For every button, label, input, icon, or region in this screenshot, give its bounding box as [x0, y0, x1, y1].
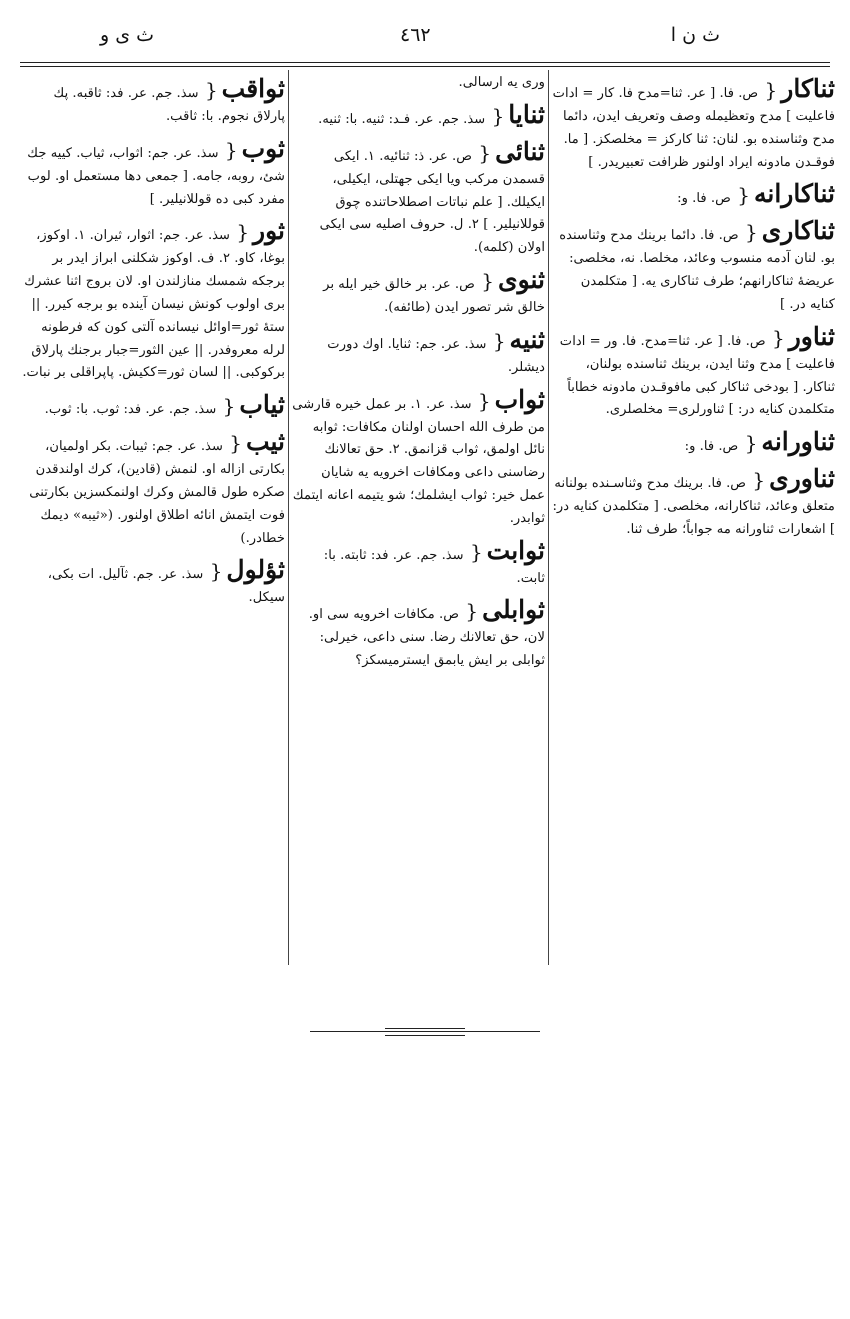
header-rule-top	[20, 62, 830, 63]
brace-mark: {	[744, 220, 758, 245]
entry-headword: ثناورى	[769, 464, 835, 494]
dictionary-entry	[22, 388, 285, 422]
entry-headword: ثنوى	[498, 264, 545, 294]
brace-mark: {	[465, 599, 479, 624]
entry-headword: ثناورانه	[761, 427, 835, 457]
dictionary-entry	[552, 320, 835, 422]
entry-definition: ص. فا. و:	[684, 439, 739, 455]
entry-headword: ثنائى	[495, 136, 545, 166]
entry-headword: ثور	[253, 216, 285, 246]
entry-headword: ثياب	[239, 390, 285, 420]
entry-definition: ص. مكافات اخرويه سى او. لان، حق تعالانك رضا. سنى داعى، خيرلى: ثوابلى بر ايش يابمق ايسترميسكز؟	[308, 607, 545, 669]
entry-definition: سذ. عر. ١. بر عمل خيره قارشى من طرف الله احسان اولنان مكافات: ثوابه نائل اولمق، ثواب قزانمق. ٢. حق تعالانك رضاسنى داعى ومكافات اخرويه يه شايان عمل خير: ثواب ايشلمك؛ شو يتيمه اعانه ايتمك ثوابدر.	[292, 396, 545, 526]
brace-mark: {	[481, 268, 494, 293]
header-rule-bottom	[20, 66, 830, 67]
entry-definition: سذ. عر. جم: ثنايا. اوك دورت ديشلر.	[327, 336, 545, 375]
entry-headword: ثواقب	[221, 74, 285, 103]
entry-definition: سذ. عر. جم: اثواب، ثياب. كييه جك شئ، روبه، جامه. [ جمعى دها مستعمل او. لوب مفرد كبى ده قوللانيلير. ]	[27, 145, 285, 207]
dictionary-entry	[292, 593, 545, 673]
entry-headword: ثيب	[245, 427, 285, 457]
dictionary-entry	[22, 425, 285, 550]
column-middle	[292, 72, 545, 676]
dictionary-entry-continuation	[292, 72, 545, 95]
entry-definition: ص. فا. و:	[677, 191, 732, 207]
entry-headword: ثؤلول	[226, 555, 285, 585]
entry-headword: ثناكارى	[761, 216, 835, 246]
end-ornament	[310, 1028, 540, 1036]
entry-definition: ص. عر. ذ: ثنائيه. ١. ايكى قسمدن مركب ويا ايكى جهتلى، ايكيلى، ايكيلك. [ علم نباتات اصطلاحاتنده چوق قوللانيلير. ] ٢. ل. حروف اصليه سى ايكى اولان (كلمه).	[319, 148, 545, 256]
entry-definition: ص. عر. بر خالق خير ايله بر خالق شر تصور ايدن (طائفه).	[323, 276, 545, 315]
dictionary-entry	[552, 462, 835, 542]
dictionary-entry	[22, 72, 285, 129]
dictionary-entry	[552, 214, 835, 316]
brace-mark: {	[492, 328, 506, 353]
entry-definition: سذ. جم. عر. فد: ثابته. با: ثابت.	[323, 547, 545, 586]
entry-headword: ثوابت	[486, 535, 545, 565]
brace-mark: {	[744, 431, 758, 456]
dictionary-entry	[292, 383, 545, 531]
dictionary-entry	[552, 425, 835, 459]
dictionary-entry	[552, 72, 835, 174]
entry-headword: ثوب	[241, 133, 285, 163]
dictionary-entry	[292, 323, 545, 380]
entry-headword: ثناكارانه	[753, 179, 835, 209]
entry-headword: ثناور	[788, 321, 835, 351]
entry-definition: ورى يه ارسالى.	[458, 75, 545, 90]
brace-mark: {	[204, 78, 218, 102]
brace-mark: {	[752, 468, 766, 493]
brace-mark: {	[229, 431, 242, 456]
brace-mark: {	[477, 388, 491, 413]
entry-headword: ثواب	[494, 384, 545, 414]
entry-headword: ثوابلى	[482, 595, 545, 625]
entry-headword: ثنيه	[509, 324, 545, 354]
brace-mark: {	[236, 220, 250, 245]
entry-definition: ص. فا. [ عر. ثنا=مدح فا. كار = ادات فاعليت ] مدح وتعظيمله وصف وتعريف ايدن، دائما مدح وثناسنده بو. لنان: ثنا كاركز = مخلصكز. [ ما. فوقـدن مادونه ايراد اولنور ظرافت تعبيريدر. ]	[552, 86, 835, 170]
brace-mark: {	[469, 539, 483, 564]
dictionary-entry	[552, 177, 835, 211]
entry-definition: سذ. جم. عر. فد: ثاقبه. پك پارلاق نجوم. با: ثاقب.	[53, 86, 285, 124]
column-right	[552, 72, 835, 545]
entry-definition: سذ. جم. عر. فد: ثوب. با: ثوب.	[44, 402, 217, 418]
brace-mark: {	[772, 325, 785, 350]
header-right-letters: ث ن ا	[670, 24, 720, 46]
dictionary-entry	[22, 214, 285, 385]
entry-headword: ثنايا	[508, 99, 545, 129]
brace-mark: {	[737, 183, 750, 208]
brace-mark: {	[764, 78, 778, 102]
brace-mark: {	[491, 103, 505, 128]
dictionary-entry	[292, 135, 545, 260]
entry-definition: ص. فا. [ عر. ثنا=مدح. فا. ور = ادات فاعليت ] مدح وثنا ايدن، برينك ثناسنده بولنان، ثناكار. [ بودخى ثناكار كبى مافوقـدن مادونه خطاباً متكلمدن كنايه در: ] ثناورلرى= مخلصلرى.	[559, 333, 835, 418]
entry-definition: سذ. عر. جم: ثيبات. بكر اولميان، بكارتى ازاله او. لنمش (قادين)، كرك اولندقدن صكره طول قالمش وكرك اولنمكسزين بكارتنى فوت ايتمش انائه اطلاق اولنور. («ثيبه» ديمك خطادر.)	[29, 439, 285, 546]
entry-definition: سذ. عر. جم: اثوار، ثيران. ١. اوكوز، بوغا، كاو. ٢. ف. اوكوز شكلنى ابراز ايدر بر برجكه شمسك منازلندن او. لان بروج اثنا عشرك برى اولوب كونش نيسان آينده بو برجه كيرر. || ستهٔ ثور=اوائل نيسانده آلتى كون كه فرطونه لرله معروفدر. || عين الثور=جبار برجنك پارلاق بركوكبى. || لسان ثور=ككيش. پاپراقلى بر نبات.	[22, 228, 285, 381]
dictionary-entry	[292, 263, 545, 320]
dictionary-entry	[292, 534, 545, 591]
entry-definition: ص. فا. دائما برينك مدح وثناسنده بو. لنان آدمه منسوب وعائد، مخلصا. نه، مخلصى: عريضهٔ ثناكارانهم؛ طرف ثناكارى يه. [ متكلمدن كنايه در. ]	[559, 228, 835, 312]
dictionary-entry	[292, 98, 545, 132]
column-divider-left	[288, 70, 289, 965]
entry-definition: سذ. عر. جم. ثآليل. ات بكى، سيكل.	[47, 567, 285, 606]
page-number: ٤٦٢	[400, 24, 431, 46]
brace-mark: {	[478, 140, 492, 165]
dictionary-entry	[22, 553, 285, 610]
end-ornament-center	[385, 1028, 465, 1036]
dictionary-entry	[22, 132, 285, 212]
column-divider-right	[548, 70, 549, 965]
entry-definition: سذ. جم. عر. فـد: ثنيه. با: ثنيه.	[318, 111, 486, 127]
entry-definition: ص. فا. برينك مدح وثناسـنده بولنانه متعلق وعائد، ثناكارانه، مخلصى. [ متكلمدن كنايه در: ] اشعارات ثناورانه مه جواباً؛ طرف ثنا.	[552, 476, 835, 537]
brace-mark: {	[224, 137, 238, 162]
entry-headword: ثناكار	[781, 74, 835, 103]
brace-mark: {	[209, 559, 223, 584]
brace-mark: {	[222, 394, 236, 419]
column-left	[22, 72, 285, 613]
header-left-letters: ث ى و	[100, 24, 155, 46]
